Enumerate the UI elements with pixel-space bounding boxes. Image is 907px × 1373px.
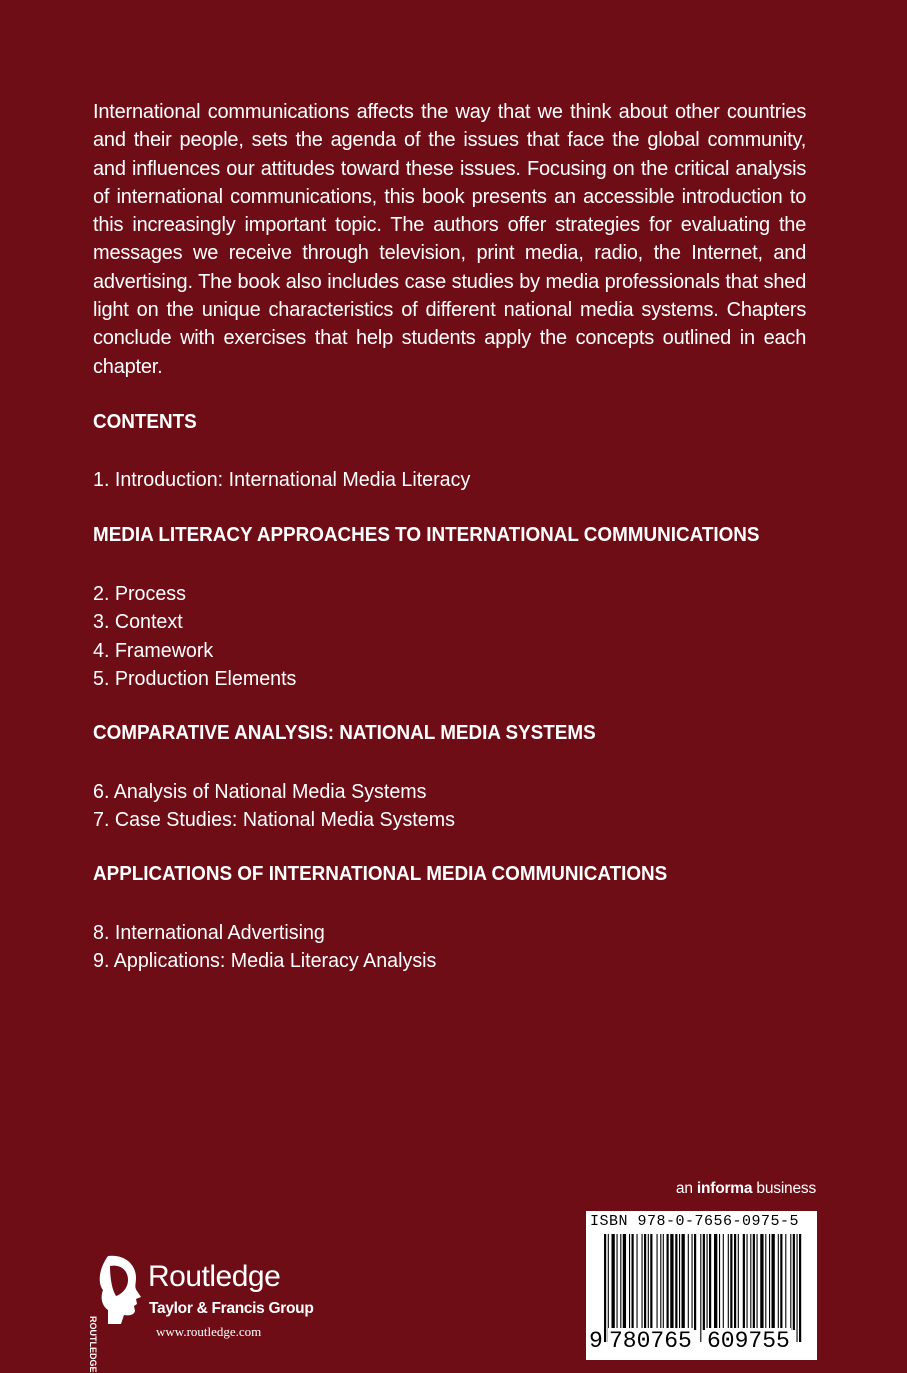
toc-item: 9. Applications: Media Literacy Analysis: [93, 950, 437, 973]
informa-prefix: an: [675, 1180, 693, 1197]
informa-business-line: [676, 1180, 816, 1198]
section-heading-media-literacy: MEDIA LITERACY APPROACHES TO INTERNATIONAL COMMUNICATIONS: [93, 524, 760, 546]
toc-item: 3. Context: [93, 611, 183, 634]
barcode-bar: [660, 1234, 661, 1330]
barcode-bar: [780, 1234, 782, 1330]
toc-item: 1. Introduction: International Media Literacy: [93, 469, 471, 491]
barcode-bar: [679, 1234, 680, 1330]
barcode-bar: [650, 1234, 652, 1330]
barcode-bar: [747, 1234, 748, 1330]
informa-brand: informa: [696, 1180, 753, 1197]
barcode-bar: [750, 1234, 751, 1330]
barcode-bar: [709, 1234, 711, 1330]
barcode-bar: [612, 1234, 615, 1330]
barcode-bar: [738, 1234, 739, 1330]
barcode-bar: [760, 1234, 763, 1330]
toc-section-2-list: [93, 778, 466, 835]
barcode-bar: [663, 1234, 664, 1330]
barcode-bar: [778, 1234, 779, 1330]
barcode-bar: [772, 1234, 775, 1330]
barcode-bar: [644, 1234, 646, 1330]
section-heading-applications: APPLICATIONS OF INTERNATIONAL MEDIA COMMUNICATIONS: [93, 863, 668, 885]
barcode-bar: [623, 1234, 626, 1330]
barcode-bar: [700, 1234, 701, 1342]
barcode-bar: [667, 1234, 669, 1330]
barcode-bar: [637, 1234, 638, 1330]
barcode-bar: [707, 1234, 708, 1330]
barcode-digit-group-2: 609755: [707, 1328, 790, 1354]
barcode-digit-group-1: 780765: [609, 1328, 692, 1354]
barcode-bar: [730, 1234, 732, 1330]
barcode-bar: [703, 1234, 705, 1330]
barcode-bar: [642, 1234, 643, 1330]
toc-item: 6. Analysis of National Media Systems: [93, 781, 427, 803]
isbn-barcode: [586, 1211, 817, 1360]
barcode-bar: [753, 1234, 755, 1330]
barcode-bar: [694, 1234, 696, 1330]
publisher-url: www.routledge.com: [156, 1324, 262, 1339]
barcode-bar: [757, 1234, 758, 1330]
barcode-bar: [785, 1234, 786, 1330]
section-heading-comparative-analysis: COMPARATIVE ANALYSIS: NATIONAL MEDIA SYSTEMS: [93, 722, 596, 744]
barcode-bar: [799, 1234, 801, 1342]
barcode-bar: [797, 1234, 798, 1342]
barcode-bar: [632, 1234, 634, 1330]
barcode-bar: [682, 1234, 685, 1330]
barcode-bar: [723, 1234, 724, 1330]
barcode-digit-first: 9: [589, 1328, 603, 1354]
toc-item: 2. Process: [93, 583, 186, 605]
isbn-label: ISBN 978-0-7656-0975-5: [590, 1213, 800, 1230]
barcode-bar: [793, 1234, 795, 1330]
barcode-bar: [670, 1234, 673, 1330]
toc-item: 7. Case Studies: National Media Systems: [93, 809, 455, 832]
barcode-bar: [688, 1234, 689, 1330]
back-cover-blurb: International communications affects the way that we think about other countries and their people, sets the agenda of the issues that face the global community, and influences our attitudes toward these issues. Focusing on the critical analysis of international communications, this book presents an accessible introduction to this increasingly important topic. The authors offer strategies for evaluating the messages we receive through television, print media, radio, the Internet, and advertising. The book also includes case studies by media professionals that shed light on the unique characteristics of different national media systems. Chapters conclude with exercises that help students apply the concepts outlined in each chapter.: [93, 101, 807, 378]
routledge-head-icon: [90, 1254, 146, 1326]
barcode-bar: [728, 1234, 729, 1330]
toc-intro-list: [93, 466, 482, 494]
barcode-bar: [714, 1234, 717, 1330]
toc-section-1-list: [93, 580, 303, 693]
barcode-bar: [743, 1234, 745, 1330]
barcode-bar: [769, 1234, 770, 1330]
toc-item: 5. Production Elements: [93, 667, 297, 690]
routledge-vertical-mark: ROUTLEDGE: [88, 1316, 98, 1373]
barcode-bar: [675, 1234, 677, 1330]
barcode-bar: [692, 1234, 693, 1330]
barcode-bar: [604, 1234, 606, 1342]
barcode-bar: [790, 1234, 791, 1330]
barcode-bar: [648, 1234, 649, 1330]
toc-item: 4. Framework: [93, 639, 214, 662]
barcode-bar: [608, 1234, 609, 1342]
contents-heading: CONTENTS: [93, 411, 197, 433]
barcode-bar: [719, 1234, 720, 1330]
informa-suffix: business: [756, 1180, 816, 1197]
barcode-bar: [620, 1234, 621, 1330]
toc-section-3-list: [93, 919, 447, 976]
barcode-digits: [586, 1328, 817, 1358]
publisher-group: Taylor & Francis Group: [149, 1300, 314, 1317]
barcode-bar: [734, 1234, 736, 1330]
barcode-bar: [617, 1234, 618, 1330]
barcode-bar: [765, 1234, 766, 1330]
barcode-bar: [629, 1234, 630, 1330]
publisher-name: Routledge: [148, 1260, 281, 1293]
barcode-bar: [657, 1234, 658, 1330]
toc-item: 8. International Advertising: [93, 922, 325, 944]
